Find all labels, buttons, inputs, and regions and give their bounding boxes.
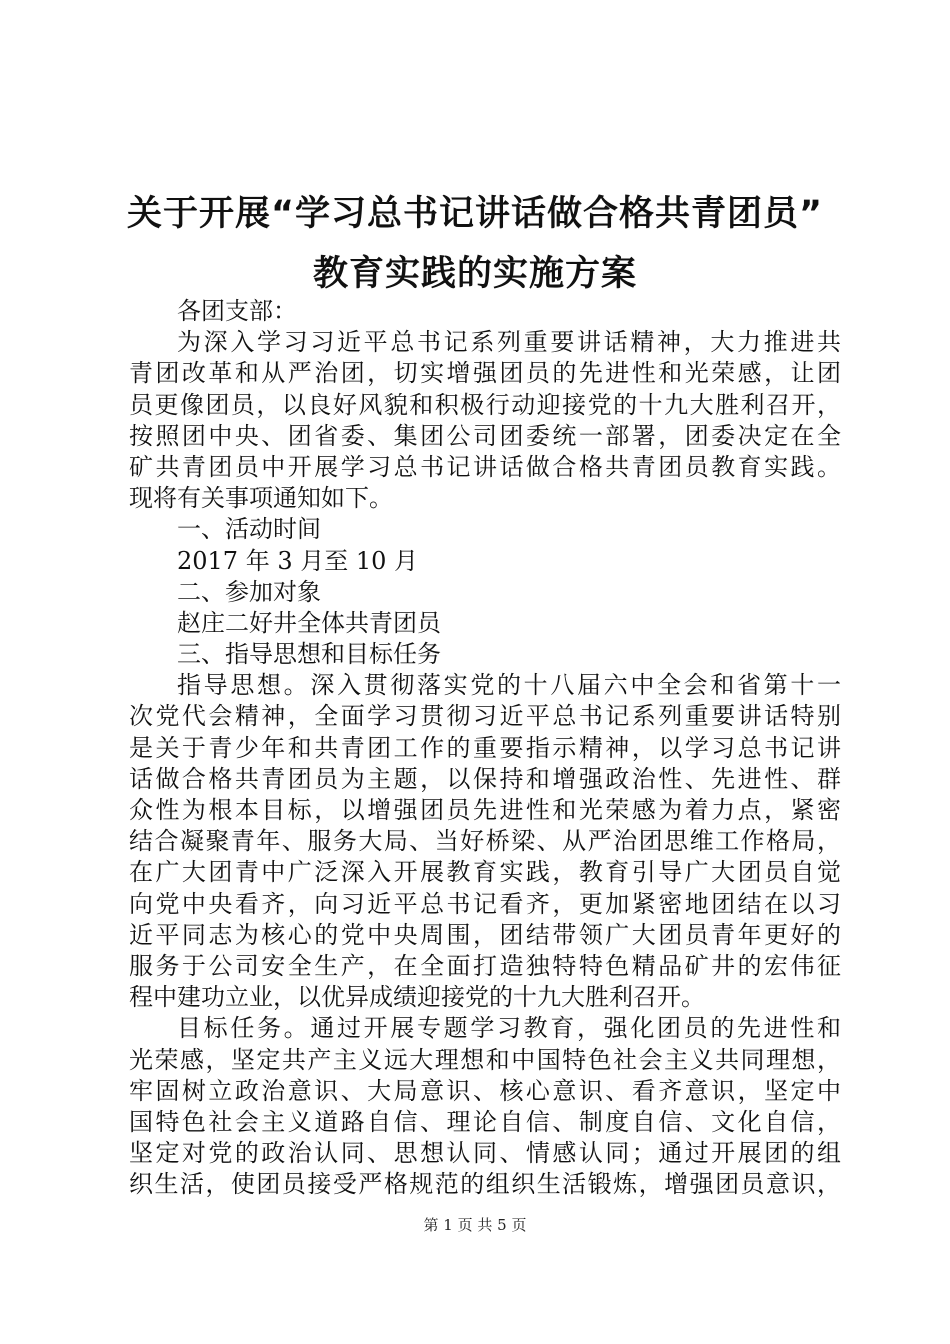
- document-title-line-2: 教育实践的实施方案: [312, 254, 637, 294]
- body-line: 2017 年 3 月至 10 月: [177, 546, 419, 575]
- body-line: 目标任务。通过开展专题学习教育，强化团员的先进性和: [177, 1014, 841, 1043]
- body-line: 次党代会精神，全面学习贯彻习近平总书记系列重要讲话特别: [129, 702, 841, 731]
- body-line: 众性为根本目标，以增强团员先进性和光荣感为着力点，紧密: [129, 796, 841, 824]
- body-line: 青团改革和从严治团，切实增强团员的先进性和光荣感，让团: [129, 359, 841, 388]
- body-line: 国特色社会主义道路自信、理论自信、制度自信、文化自信，: [129, 1107, 841, 1136]
- body-line: 在广大团青中广泛深入开展教育实践，教育引导广大团员自觉: [129, 858, 841, 887]
- body-line: 各团支部：: [177, 297, 297, 325]
- body-line: 程中建功立业，以优异成绩迎接党的十九大胜利召开。: [129, 983, 705, 1012]
- body-line: 织生活，使团员接受严格规范的组织生活锻炼，增强团员意识，: [129, 1170, 841, 1199]
- body-line: 近平同志为核心的党中央周围，团结带领广大团员青年更好的: [129, 920, 841, 949]
- body-line: 按照团中央、团省委、集团公司团委统一部署，团委决定在全: [129, 421, 841, 450]
- body-line: 现将有关事项通知如下。: [129, 484, 393, 513]
- body-line: 牢固树立政治意识、大局意识、核心意识、看齐意识，坚定中: [129, 1076, 841, 1105]
- document-title-line-1: 关于开展“学习总书记讲话做合格共青团员”: [126, 194, 823, 234]
- body-line: 服务于公司安全生产，在全面打造独特特色精品矿井的宏伟征: [129, 951, 841, 980]
- body-line: 矿共青团员中开展学习总书记讲话做合格共青团员教育实践。: [129, 452, 841, 481]
- page-footer: 第 1 页 共 5 页: [423, 1216, 527, 1234]
- document-body: [129, 296, 841, 1200]
- body-line: 指导思想。深入贯彻落实党的十八届六中全会和省第十一: [177, 671, 841, 700]
- body-line: 坚定对党的政治认同、思想认同、情感认同；通过开展团的组: [129, 1139, 841, 1168]
- body-line: 为深入学习习近平总书记系列重要讲话精神，大力推进共: [177, 328, 841, 357]
- body-line: 二、参加对象: [177, 577, 321, 606]
- body-line: 光荣感，坚定共产主义远大理想和中国特色社会主义共同理想，: [129, 1045, 841, 1074]
- body-line: 是关于青少年和共青团工作的重要指示精神，以学习总书记讲: [129, 733, 841, 762]
- body-line: 三、指导思想和目标任务: [177, 640, 441, 669]
- body-line: 结合凝聚青年、服务大局、当好桥梁、从严治团思维工作格局，: [129, 827, 841, 856]
- body-line: 话做合格共青团员为主题，以保持和增强政治性、先进性、群: [129, 764, 841, 793]
- body-line: 向党中央看齐，向习近平总书记看齐，更加紧密地团结在以习: [129, 889, 841, 918]
- body-line: 员更像团员，以良好风貌和积极行动迎接党的十九大胜利召开，: [129, 390, 841, 419]
- body-line: 一、活动时间: [177, 515, 321, 544]
- body-line: 赵庄二好井全体共青团员: [177, 608, 441, 637]
